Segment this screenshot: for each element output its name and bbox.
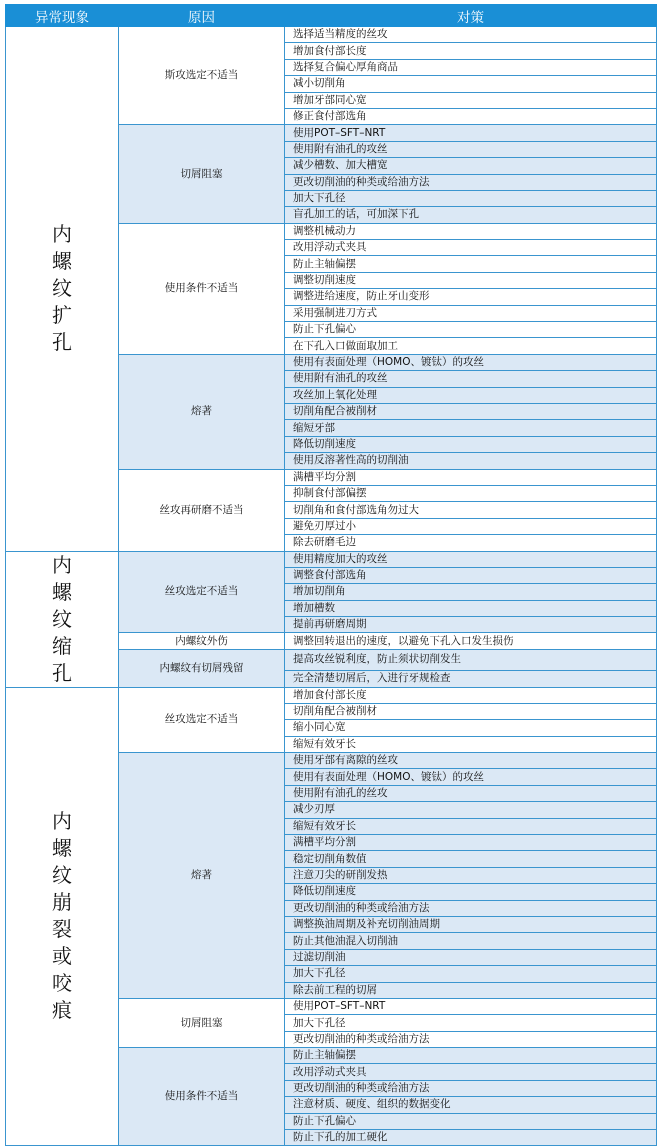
symptom-char: 纹 bbox=[52, 863, 72, 888]
measure-cell: 防止主轴偏摆 bbox=[285, 1048, 657, 1064]
measure-cell: 增加牙部同心宽 bbox=[285, 92, 657, 108]
measure-cell: 减少刃厚 bbox=[285, 802, 657, 818]
measure-cell: 更改切削油的种类或给油方法 bbox=[285, 1031, 657, 1047]
symptom-char: 痕 bbox=[52, 998, 72, 1023]
cause-cell: 丝攻再研磨不适当 bbox=[119, 469, 285, 551]
measure-cell: 满槽平均分割 bbox=[285, 835, 657, 851]
cause-cell: 丝攻选定不适当 bbox=[119, 551, 285, 633]
measure-cell: 增加食付部长度 bbox=[285, 687, 657, 703]
measure-cell: 防止下孔的加工硬化 bbox=[285, 1130, 657, 1146]
cause-cell: 斯攻选定不适当 bbox=[119, 27, 285, 125]
header-symptom: 异常现象 bbox=[6, 5, 119, 27]
measure-cell: 修正食付部选角 bbox=[285, 108, 657, 124]
measure-cell: 使用POT–SFT–NRT bbox=[285, 125, 657, 141]
countermeasure-table bbox=[5, 4, 657, 1146]
measure-cell: 更改切削油的种类或给油方法 bbox=[285, 1080, 657, 1096]
symptom-char: 螺 bbox=[52, 836, 72, 861]
measure-cell: 注意刀尖的研削发热 bbox=[285, 867, 657, 883]
measure-cell: 调整换油周期及补充切削油周期 bbox=[285, 916, 657, 932]
symptom-char: 或 bbox=[52, 944, 72, 969]
measure-cell: 攻丝加上氧化处理 bbox=[285, 387, 657, 403]
cause-cell: 熔著 bbox=[119, 753, 285, 999]
measure-cell: 完全清楚切屑后，入进行牙规检查 bbox=[285, 671, 657, 687]
symptom-char: 孔 bbox=[52, 330, 72, 355]
header-cause: 原因 bbox=[119, 5, 285, 27]
symptom-cell bbox=[6, 27, 119, 552]
table-row bbox=[6, 687, 657, 703]
measure-cell: 除去前工程的切屑 bbox=[285, 982, 657, 998]
symptom-char: 裂 bbox=[52, 917, 72, 942]
table-body bbox=[6, 27, 657, 1146]
cause-cell: 内螺纹有切屑残留 bbox=[119, 649, 285, 687]
cause-cell: 切屑阻塞 bbox=[119, 998, 285, 1047]
measure-cell: 降低切削速度 bbox=[285, 884, 657, 900]
symptom-char: 内 bbox=[52, 222, 72, 247]
measure-cell: 更改切削油的种类或给油方法 bbox=[285, 174, 657, 190]
measure-cell: 缩短有效牙长 bbox=[285, 818, 657, 834]
symptom-char: 孔 bbox=[52, 660, 72, 685]
symptom-cell bbox=[6, 687, 119, 1146]
cause-cell: 丝攻选定不适当 bbox=[119, 687, 285, 753]
measure-cell: 加大下孔径 bbox=[285, 966, 657, 982]
table-row bbox=[6, 551, 657, 567]
measure-cell: 提高攻丝锐利度，防止须状切削发生 bbox=[285, 649, 657, 670]
measure-cell: 使用附有油孔的攻丝 bbox=[285, 141, 657, 157]
measure-cell: 除去研磨毛边 bbox=[285, 535, 657, 551]
measure-cell: 使用反溶著性高的切削油 bbox=[285, 453, 657, 469]
symptom-cell bbox=[6, 551, 119, 687]
cause-cell: 熔著 bbox=[119, 354, 285, 469]
measure-cell: 使用有表面处理（HOMO、镀钛）的攻丝 bbox=[285, 769, 657, 785]
measure-cell: 切削角配合被削材 bbox=[285, 703, 657, 719]
measure-cell: 改用浮动式夹具 bbox=[285, 240, 657, 256]
measure-cell: 切削角和食付部选角勿过大 bbox=[285, 502, 657, 518]
symptom-char: 缩 bbox=[52, 633, 72, 658]
measure-cell: 抑制食付部偏摆 bbox=[285, 485, 657, 501]
symptom-char: 螺 bbox=[52, 249, 72, 274]
symptom-char: 螺 bbox=[52, 579, 72, 604]
measure-cell: 增加槽数 bbox=[285, 600, 657, 616]
measure-cell: 选择复合偏心厚角商品 bbox=[285, 59, 657, 75]
measure-cell: 缩短有效牙长 bbox=[285, 736, 657, 752]
measure-cell: 增加食付部长度 bbox=[285, 43, 657, 59]
measure-cell: 使用附有油孔的丝攻 bbox=[285, 785, 657, 801]
measure-cell: 在下孔入口做面取加工 bbox=[285, 338, 657, 354]
measure-cell: 过滤切削油 bbox=[285, 949, 657, 965]
measure-cell: 缩小同心宽 bbox=[285, 720, 657, 736]
measure-cell: 增加切削角 bbox=[285, 584, 657, 600]
measure-cell: 防止下孔偏心 bbox=[285, 1113, 657, 1129]
symptom-char: 内 bbox=[52, 809, 72, 834]
symptom-char: 扩 bbox=[52, 303, 72, 328]
measure-cell: 使用附有油孔的攻丝 bbox=[285, 371, 657, 387]
measure-cell: 减少槽数、加大槽宽 bbox=[285, 158, 657, 174]
measure-cell: 调整机械动力 bbox=[285, 223, 657, 239]
cause-cell: 使用条件不适当 bbox=[119, 1048, 285, 1146]
measure-cell: 减小切削角 bbox=[285, 76, 657, 92]
cause-cell: 切屑阻塞 bbox=[119, 125, 285, 223]
cause-cell: 内螺纹外伤 bbox=[119, 633, 285, 649]
measure-cell: 更改切削油的种类或给油方法 bbox=[285, 900, 657, 916]
measure-cell: 选择适当精度的丝攻 bbox=[285, 27, 657, 43]
measure-cell: 提前再研磨周期 bbox=[285, 617, 657, 633]
measure-cell: 防止其他油混入切削油 bbox=[285, 933, 657, 949]
measure-cell: 采用强制进刀方式 bbox=[285, 305, 657, 321]
measure-cell: 调整食付部选角 bbox=[285, 567, 657, 583]
measure-cell: 避免刃厚过小 bbox=[285, 518, 657, 534]
table-header-row bbox=[6, 5, 657, 27]
measure-cell: 调整回转退出的速度，以避免下孔入口发生损伤 bbox=[285, 633, 657, 649]
symptom-char: 崩 bbox=[52, 890, 72, 915]
measure-cell: 使用POT–SFT–NRT bbox=[285, 998, 657, 1014]
measure-cell: 调整进给速度，防止牙山变形 bbox=[285, 289, 657, 305]
symptom-char: 纹 bbox=[52, 276, 72, 301]
measure-cell: 盲孔加工的话，可加深下孔 bbox=[285, 207, 657, 223]
measure-cell: 防止主轴偏摆 bbox=[285, 256, 657, 272]
symptom-char: 咬 bbox=[52, 971, 72, 996]
measure-cell: 缩短牙部 bbox=[285, 420, 657, 436]
measure-cell: 使用有表面处理（HOMO、镀钛）的攻丝 bbox=[285, 354, 657, 370]
table-row bbox=[6, 27, 657, 43]
symptom-char: 内 bbox=[52, 552, 72, 577]
measure-cell: 加大下孔径 bbox=[285, 1015, 657, 1031]
measure-cell: 降低切削速度 bbox=[285, 436, 657, 452]
measure-cell: 使用精度加大的攻丝 bbox=[285, 551, 657, 567]
measure-cell: 加大下孔径 bbox=[285, 190, 657, 206]
header-measure: 对策 bbox=[285, 5, 657, 27]
symptom-char: 纹 bbox=[52, 606, 72, 631]
measure-cell: 稳定切削角数值 bbox=[285, 851, 657, 867]
measure-cell: 使用牙部有离隙的丝攻 bbox=[285, 753, 657, 769]
measure-cell: 调整切削速度 bbox=[285, 272, 657, 288]
measure-cell: 切削角配合被削材 bbox=[285, 403, 657, 419]
measure-cell: 改用浮动式夹具 bbox=[285, 1064, 657, 1080]
measure-cell: 防止下孔偏心 bbox=[285, 322, 657, 338]
measure-cell: 满槽平均分割 bbox=[285, 469, 657, 485]
cause-cell: 使用条件不适当 bbox=[119, 223, 285, 354]
measure-cell: 注意材质、硬度、组织的数据变化 bbox=[285, 1097, 657, 1113]
